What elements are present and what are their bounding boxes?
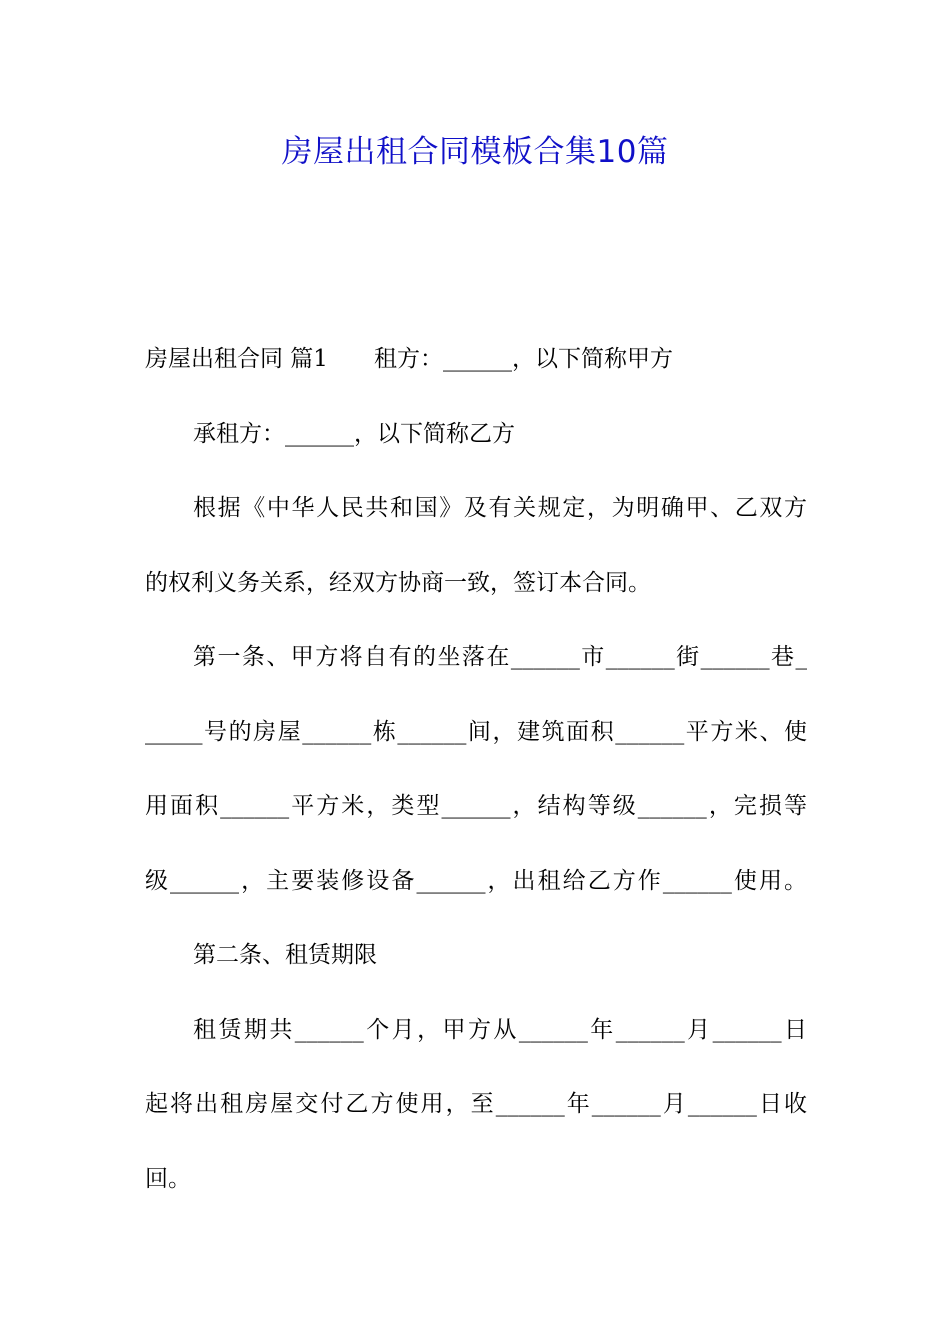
paragraph-line-9: 第二条、租赁期限: [193, 942, 377, 968]
lessor-line: 租方：______，以下简称甲方: [373, 346, 673, 372]
paragraph-line-3: 根据《中华人民共和国》及有关规定，为明确甲、乙双方: [193, 495, 807, 521]
section-heading: 房屋出租合同 篇1: [145, 346, 328, 372]
paragraph-line-2: 承租方：______，以下简称乙方: [193, 420, 515, 447]
paragraph-line-5: 第一条、甲方将自有的坐落在______市______街______巷_: [193, 644, 807, 670]
document-body: [145, 337, 807, 1231]
paragraph-line-8: 级______，主要装修设备______，出租给乙方作______使用。: [145, 867, 807, 894]
paragraph-line-4: 的权利义务关系，经双方协商一致，签订本合同。: [145, 569, 651, 596]
paragraph-line-6: _____号的房屋______栋______间，建筑面积______平方米、使: [145, 718, 807, 745]
paragraph-line-12: 回。: [145, 1165, 191, 1192]
paragraph-line-7: 用面积______平方米，类型______，结构等级______，完损等: [145, 793, 807, 819]
paragraph-line-11: 起将出租房屋交付乙方使用，至______年______月______日收: [145, 1091, 807, 1117]
document-title: 房屋出租合同模板合集10篇: [281, 134, 669, 170]
paragraph-line-1: [145, 337, 807, 412]
paragraph-line-10: 租赁期共______个月，甲方从______年______月______日: [193, 1016, 807, 1043]
